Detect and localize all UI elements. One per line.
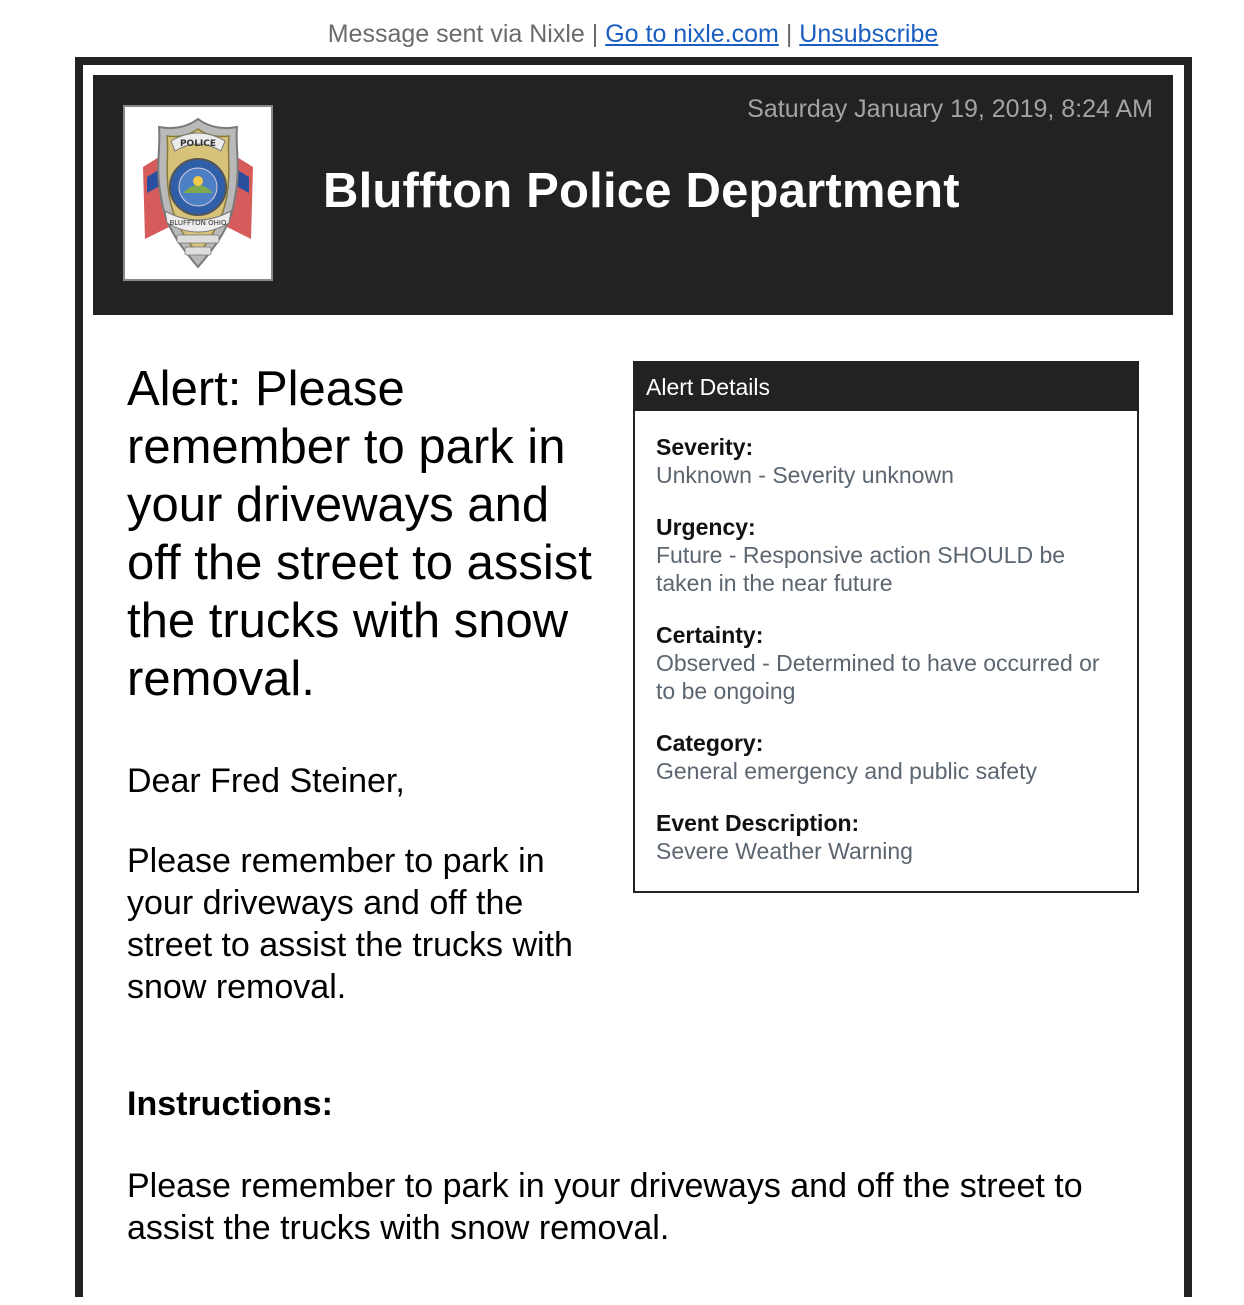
separator: | [591, 20, 599, 48]
email-frame [75, 57, 1192, 1297]
sent-via-text: Message sent via Nixle [327, 20, 585, 48]
email-header [93, 75, 1173, 315]
alert-details-panel [633, 361, 1139, 893]
email-body [83, 65, 1184, 1305]
detail-value: Severe Weather Warning [656, 838, 913, 864]
detail-label: Severity: [656, 434, 754, 460]
alert-headline: Alert: Please remember to park in your driveways and off the street to assist the trucks with snow removal. [127, 362, 592, 706]
nixle-link[interactable]: Go to nixle.com [605, 20, 779, 48]
detail-label: Event Description: [656, 810, 860, 836]
detail-value: Unknown - Severity unknown [656, 462, 954, 488]
detail-label: Certainty: [656, 622, 764, 648]
detail-value: Future - Responsive action SHOULD be taken in the near future [656, 542, 1066, 596]
detail-value: Observed - Determined to have occurred or to be ongoing [656, 650, 1100, 704]
greeting: Dear Fred Steiner, [127, 762, 405, 800]
detail-certainty [656, 621, 1117, 705]
alert-details-title: Alert Details [635, 363, 1137, 411]
police-badge-logo [123, 105, 273, 281]
unsubscribe-link[interactable]: Unsubscribe [799, 20, 939, 48]
instructions-text: Please remember to park in your driveways and off the street to assist the trucks with snow removal. [127, 1167, 1083, 1247]
agency-title: Bluffton Police Department [323, 164, 960, 218]
alert-message: Please remember to park in your driveways and off the street to assist the trucks with snow removal. [127, 842, 573, 1006]
nixle-topbar [0, 18, 1244, 50]
detail-urgency [656, 513, 1117, 597]
badge-icon [125, 107, 271, 279]
svg-text:BLUFFTON OHIO: BLUFFTON OHIO [169, 219, 227, 227]
instructions-label: Instructions: [127, 1085, 333, 1123]
svg-text:POLICE: POLICE [179, 139, 217, 149]
separator: | [785, 20, 793, 48]
detail-value: General emergency and public safety [656, 758, 1037, 784]
message-date: Saturday January 19, 2019, 8:24 AM [747, 95, 1153, 123]
detail-label: Category: [656, 730, 764, 756]
detail-event-description [656, 809, 1117, 865]
alert-details-body [635, 411, 1137, 865]
detail-category [656, 729, 1117, 785]
detail-severity [656, 433, 1117, 489]
detail-label: Urgency: [656, 514, 756, 540]
